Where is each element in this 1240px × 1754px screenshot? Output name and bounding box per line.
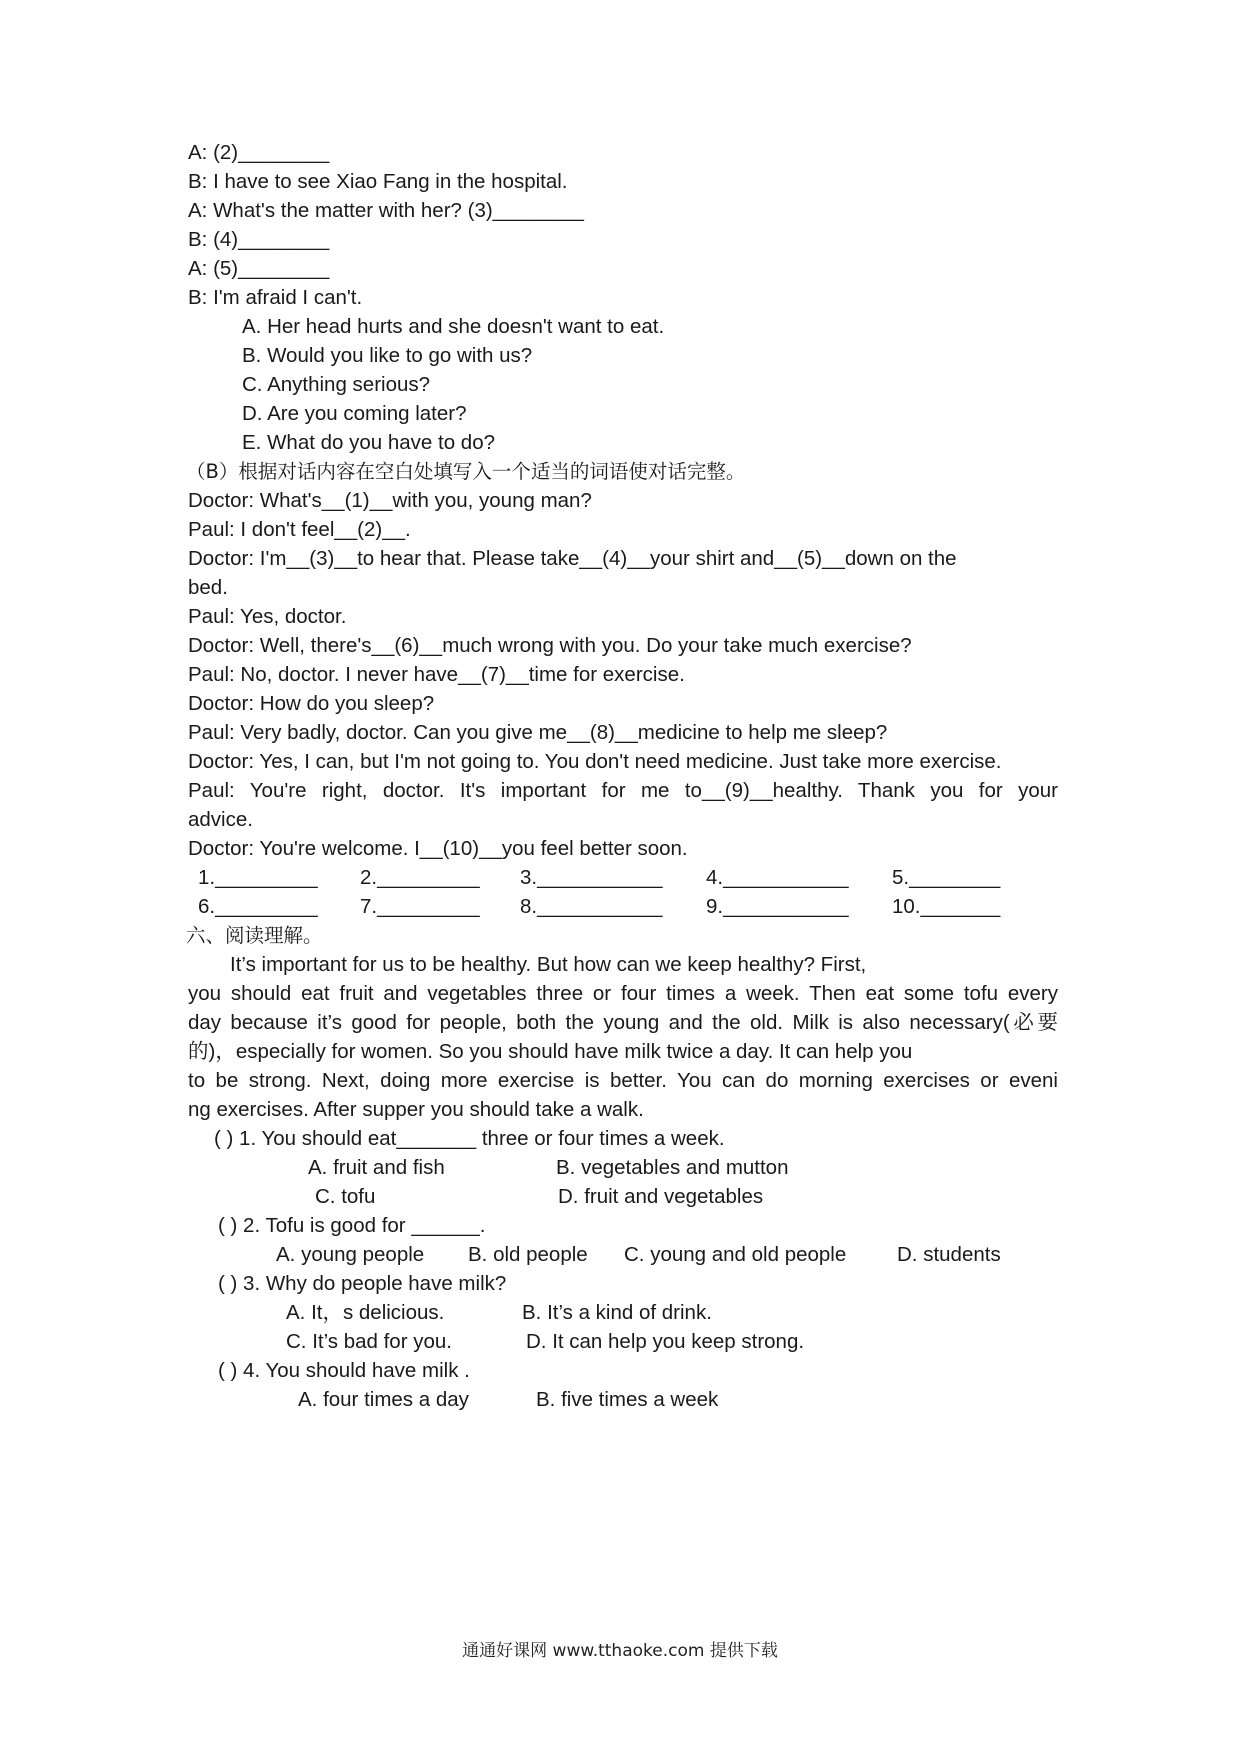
page-footer: 通通好课网 www.tthaoke.com 提供下载 xyxy=(462,1641,778,1661)
question-option: D. It can help you keep strong. xyxy=(526,1330,805,1353)
passage-line: to be strong. Next, doing more exercise is better. You can do morning exercises or eveni xyxy=(188,1069,1058,1092)
dialogue-line: Paul: Very badly, doctor. Can you give me__(8)__medicine to help me sleep? xyxy=(188,721,888,744)
question-option: D. students xyxy=(897,1243,1001,1266)
dialogue-line: A: (2)________ xyxy=(188,141,330,164)
question-option: A. It，s delicious. xyxy=(286,1301,445,1324)
answer-blank[interactable]: 9.___________ xyxy=(706,895,849,918)
option-line: B. Would you like to go with us? xyxy=(242,344,533,367)
passage-line: you should eat fruit and vegetables three or four times a week. Then eat some tofu every xyxy=(188,982,1058,1005)
passage-line: ng exercises. After supper you should take a walk. xyxy=(188,1098,644,1121)
question-option: B. old people xyxy=(468,1243,588,1266)
dialogue-line: Paul: Yes, doctor. xyxy=(188,605,347,628)
option-line: D. Are you coming later? xyxy=(242,402,467,425)
section-6-title: 六、阅读理解。 xyxy=(186,924,323,947)
question-option: C. young and old people xyxy=(624,1243,847,1266)
dialogue-line: Doctor: I'm__(3)__to hear that. Please take__(4)__your shirt and__(5)__down on the xyxy=(188,547,957,570)
answer-blank[interactable]: 5.________ xyxy=(892,866,1001,889)
question-option: B. It’s a kind of drink. xyxy=(522,1301,712,1324)
dialogue-line: B: I have to see Xiao Fang in the hospital. xyxy=(188,170,568,193)
dialogue-line: Doctor: Well, there's__(6)__much wrong with you. Do your take much exercise? xyxy=(188,634,912,657)
dialogue-line: advice. xyxy=(188,808,253,831)
question-stem: ( ) 4. You should have milk . xyxy=(218,1359,470,1382)
option-line: A. Her head hurts and she doesn't want to eat. xyxy=(242,315,665,338)
question-option: B. vegetables and mutton xyxy=(556,1156,789,1179)
passage-line: 的)，especially for women. So you should have milk twice a day. It can help you xyxy=(188,1040,913,1063)
dialogue-line: Doctor: What's__(1)__with you, young man? xyxy=(188,489,592,512)
answer-blank[interactable]: 1._________ xyxy=(198,866,318,889)
dialogue-line: A: (5)________ xyxy=(188,257,330,280)
passage-line: It’s important for us to be healthy. But how can we keep healthy? First, xyxy=(230,953,867,976)
question-option: C. It’s bad for you. xyxy=(286,1330,452,1353)
dialogue-line: bed. xyxy=(188,576,228,599)
question-option: A. young people xyxy=(276,1243,425,1266)
question-option: A. four times a day xyxy=(298,1388,469,1411)
dialogue-line: Paul: No, doctor. I never have__(7)__time for exercise. xyxy=(188,663,685,686)
answer-blank[interactable]: 3.___________ xyxy=(520,866,663,889)
question-option: C. tofu xyxy=(315,1185,376,1208)
question-stem: ( ) 1. You should eat_______ three or four times a week. xyxy=(214,1127,725,1150)
section-b-title: （B）根据对话内容在空白处填写入一个适当的词语使对话完整。 xyxy=(186,460,746,483)
question-stem: ( ) 3. Why do people have milk? xyxy=(218,1272,507,1295)
question-option: D. fruit and vegetables xyxy=(558,1185,764,1208)
option-line: C. Anything serious? xyxy=(242,373,431,396)
dialogue-line: Doctor: You're welcome. I__(10)__you feel better soon. xyxy=(188,837,688,860)
dialogue-line: Doctor: How do you sleep? xyxy=(188,692,435,715)
answer-blank[interactable]: 6._________ xyxy=(198,895,318,918)
question-option: A. fruit and fish xyxy=(308,1156,445,1179)
answer-blank[interactable]: 7._________ xyxy=(360,895,480,918)
dialogue-line: B: I'm afraid I can't. xyxy=(188,286,363,309)
dialogue-line: B: (4)________ xyxy=(188,228,330,251)
option-line: E. What do you have to do? xyxy=(242,431,495,454)
dialogue-line: Paul: I don't feel__(2)__. xyxy=(188,518,411,541)
answer-blank[interactable]: 8.___________ xyxy=(520,895,663,918)
question-stem: ( ) 2. Tofu is good for ______. xyxy=(218,1214,486,1237)
passage-line: day because it’s good for people, both the young and the old. Milk is also necessary(必要 xyxy=(188,1011,1058,1034)
dialogue-line: Paul: You're right, doctor. It's important for me to__(9)__healthy. Thank you for your xyxy=(188,779,1058,802)
dialogue-line: A: What's the matter with her? (3)________ xyxy=(188,199,584,222)
answer-blank[interactable]: 2._________ xyxy=(360,866,480,889)
question-option: B. five times a week xyxy=(536,1388,719,1411)
answer-blank[interactable]: 4.___________ xyxy=(706,866,849,889)
answer-blank[interactable]: 10._______ xyxy=(892,895,1001,918)
dialogue-line: Doctor: Yes, I can, but I'm not going to. You don't need medicine. Just take more exercise. xyxy=(188,750,1002,773)
